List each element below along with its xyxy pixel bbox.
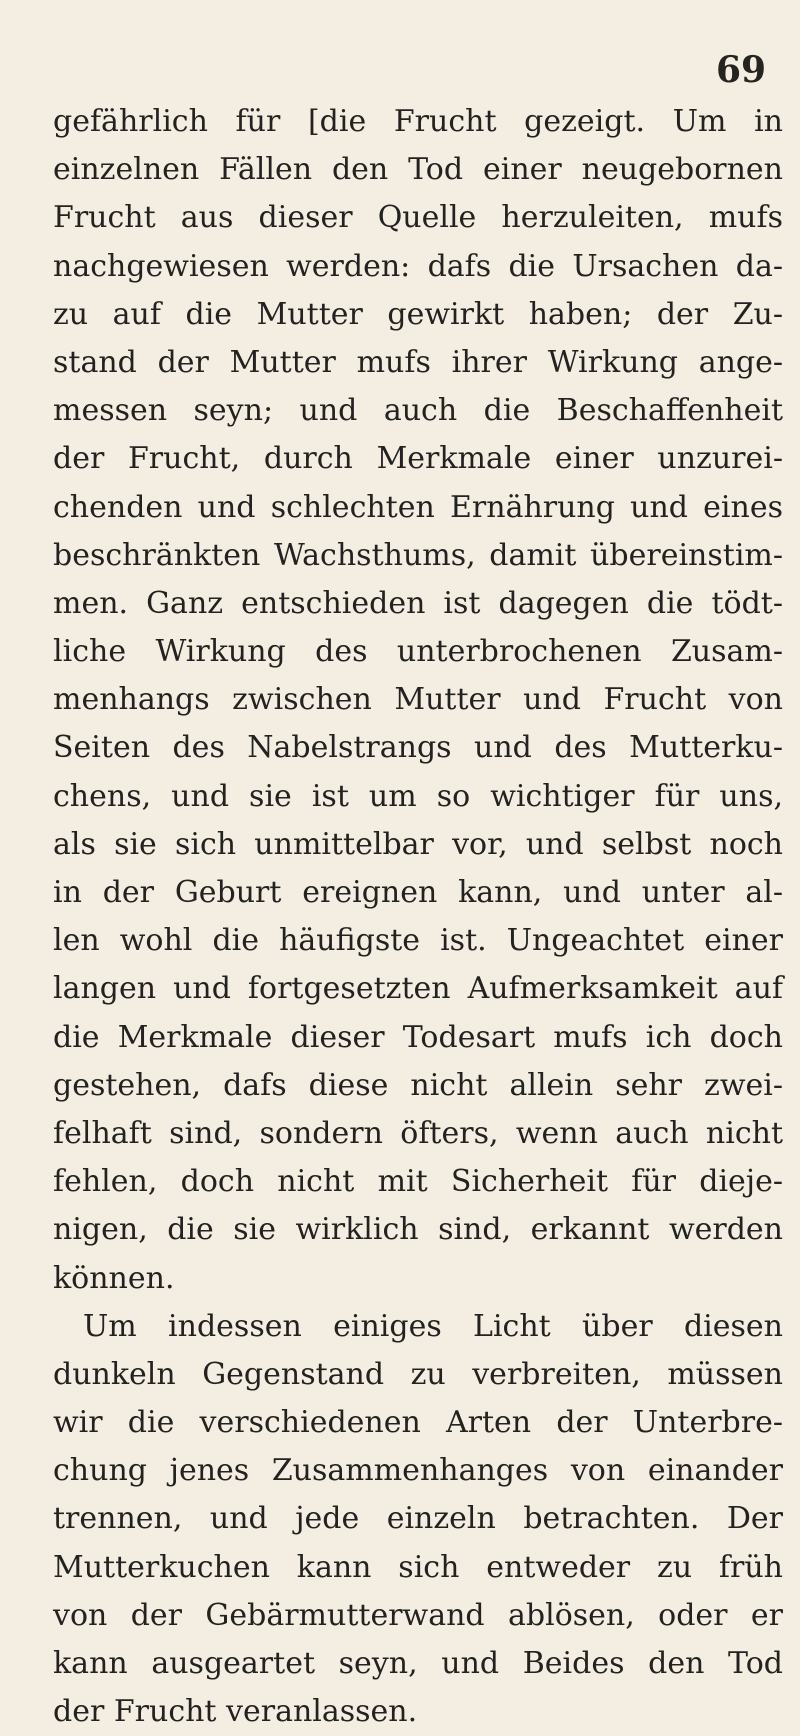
text-line: die Merkmale dieser Todesart mufs ich doch bbox=[53, 1019, 783, 1055]
text-line: Frucht aus dieser Quelle herzuleiten, mufs bbox=[53, 200, 783, 236]
text-line: stand der Mutter mufs ihrer Wirkung ange- bbox=[53, 344, 783, 380]
text-line: chung jenes Zusammenhanges von einander bbox=[53, 1453, 783, 1489]
text-line: gestehen, dafs diese nicht allein sehr zwei- bbox=[53, 1067, 783, 1103]
text-line: messen seyn; und auch die Beschaffenheit bbox=[53, 393, 783, 429]
paragraph bbox=[53, 98, 783, 1303]
text-line: trennen, und jede einzeln betrachten. Der bbox=[53, 1501, 783, 1537]
text-line: men. Ganz entschieden ist dagegen die tödt- bbox=[53, 585, 783, 621]
text-line: einzelnen Fällen den Tod einer neugebornen bbox=[53, 152, 783, 188]
text-line: zu auf die Mutter gewirkt haben; der Zu- bbox=[53, 296, 783, 332]
text-line: len wohl die häufigste ist. Ungeachtet einer bbox=[53, 923, 783, 959]
text-line: der Frucht veranlassen. bbox=[53, 1694, 418, 1730]
text-line: als sie sich unmittelbar vor, und selbst noch bbox=[53, 826, 783, 862]
paragraph bbox=[53, 1303, 783, 1736]
text-line: der Frucht, durch Merkmale einer unzurei- bbox=[53, 441, 783, 477]
text-line: gefährlich für [die Frucht gezeigt. Um in bbox=[53, 104, 783, 139]
text-line: wir die verschiedenen Arten der Unterbre- bbox=[53, 1405, 783, 1441]
text-line: von der Gebärmutterwand ablösen, oder er bbox=[53, 1597, 783, 1633]
text-line: chenden und schlechten Ernährung und eines bbox=[53, 489, 783, 525]
text-line: menhangs zwischen Mutter und Frucht von bbox=[53, 682, 783, 718]
text-line: felhaft sind, sondern öfters, wenn auch nicht bbox=[53, 1115, 783, 1151]
text-line: in der Geburt ereignen kann, und unter al- bbox=[53, 875, 783, 910]
text-line: beschränkten Wachsthums, damit übereinstim- bbox=[53, 537, 783, 573]
text-line: liche Wirkung des unterbrochenen Zusam- bbox=[53, 634, 783, 670]
body-text bbox=[53, 98, 783, 1736]
text-line: Mutterkuchen kann sich entweder zu früh bbox=[53, 1549, 783, 1585]
text-line: können. bbox=[53, 1260, 175, 1296]
text-line: Seiten des Nabelstrangs und des Mutterku- bbox=[53, 730, 783, 766]
text-line: Um indessen einiges Licht über diesen bbox=[83, 1308, 783, 1344]
text-line: nachgewiesen werden: dafs die Ursachen da- bbox=[53, 248, 783, 284]
text-line: nigen, die sie wirklich sind, erkannt werden bbox=[53, 1212, 783, 1248]
text-line: kann ausgeartet seyn, und Beides den Tod bbox=[53, 1646, 783, 1681]
text-line: langen und fortgesetzten Aufmerksamkeit auf bbox=[53, 971, 783, 1007]
page-number: 69 bbox=[716, 49, 767, 91]
text-line: chens, und sie ist um so wichtiger für uns, bbox=[53, 778, 783, 814]
text-line: dunkeln Gegenstand zu verbreiten, müssen bbox=[53, 1356, 783, 1392]
text-line: fehlen, doch nicht mit Sicherheit für dieje- bbox=[53, 1164, 783, 1200]
